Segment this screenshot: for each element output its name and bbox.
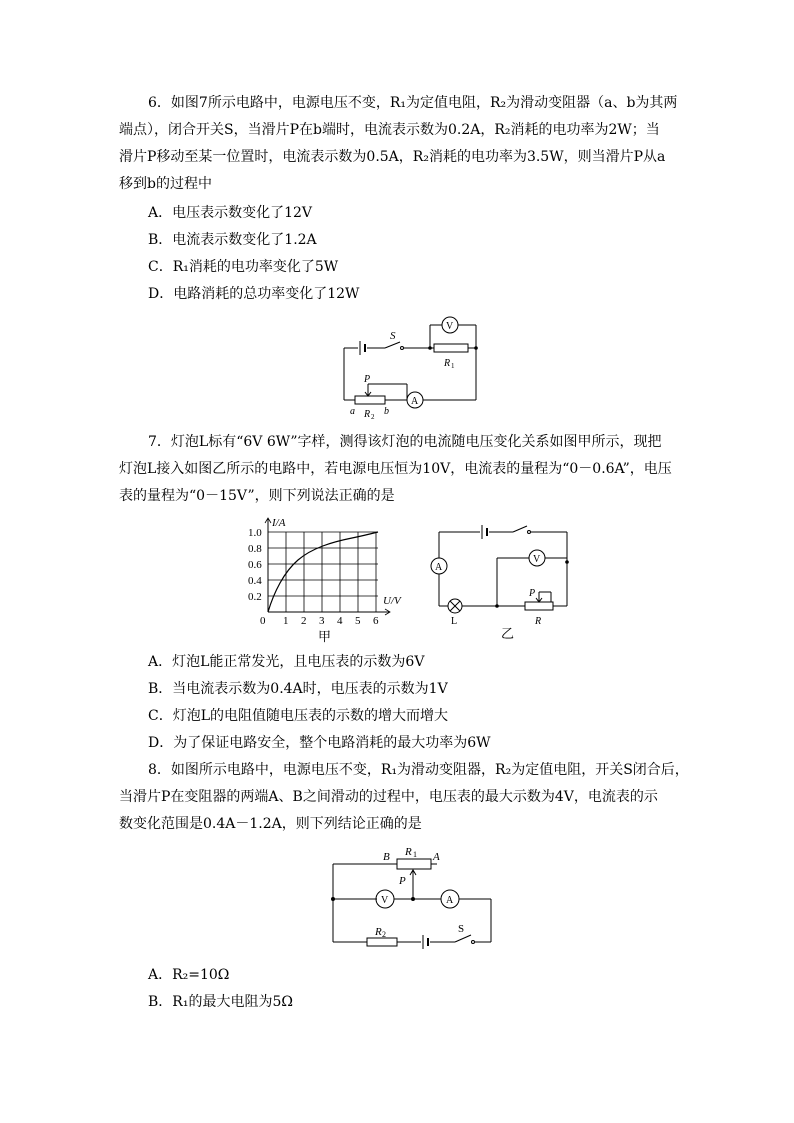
q7-graph-origin: 0 bbox=[260, 615, 266, 627]
q8-r2-label: R bbox=[375, 926, 382, 938]
q7-xtick: 2 bbox=[301, 615, 307, 627]
q7-option-b: B．当电流表示数为0.4A时，电压表的示数为1V bbox=[148, 681, 448, 697]
q7-graph-xlabel: U/V bbox=[383, 595, 401, 607]
q6-r2-label: R bbox=[364, 409, 371, 420]
q8-switch-label: S bbox=[458, 923, 465, 935]
q6-end-a-label: a bbox=[350, 406, 355, 417]
q8-r2-sub: 2 bbox=[382, 930, 386, 939]
q7-xtick: 4 bbox=[337, 615, 343, 627]
q7-ytick: 0.2 bbox=[248, 591, 262, 603]
q7-option-a: A．灯泡L能正常发光，且电压表的示数为6V bbox=[148, 654, 425, 670]
q6-r1-sub: 1 bbox=[451, 362, 455, 370]
q8-r1-label: R bbox=[405, 846, 412, 858]
q6-circuit-diagram bbox=[330, 310, 490, 420]
q6-option-d: D．电路消耗的总功率变化了12W bbox=[148, 286, 360, 302]
q7-voltmeter-label: V bbox=[533, 554, 541, 565]
q8-circuit-diagram bbox=[325, 842, 500, 952]
q6-option-a: A．电压表示数变化了12V bbox=[148, 205, 313, 221]
q7-ytick: 1.0 bbox=[248, 527, 262, 539]
q8-slider-p-label: P bbox=[399, 875, 406, 887]
q7-circuit-caption: 乙 bbox=[501, 626, 515, 641]
q6-r1-label: R bbox=[444, 358, 451, 369]
q7-ytick: 0.8 bbox=[248, 543, 262, 555]
q7-line-1: 7．灯泡L标有“6V 6W”字样，测得该灯泡的电流随电压变化关系如图甲所示，现把 bbox=[148, 434, 662, 450]
q6-slider-p-label: P bbox=[364, 374, 371, 385]
q6-line-1: 6．如图7所示电路中，电源电压不变，R₁为定值电阻，R₂为滑动变阻器（a、b为其两 bbox=[148, 95, 678, 111]
q6-ammeter-label: A bbox=[411, 396, 419, 407]
q6-line-4: 移到b的过程中 bbox=[119, 176, 212, 192]
q7-line-3: 表的量程为“0－15V”，则下列说法正确的是 bbox=[119, 488, 395, 504]
q6-r2-sub: 2 bbox=[371, 413, 375, 420]
q8-r1-sub: 1 bbox=[413, 850, 417, 859]
q7-line-2: 灯泡L接入如图乙所示的电路中，若电源电压恒为10V，电流表的量程为“0－0.6A”，电压 bbox=[119, 461, 672, 477]
q8-line-2: 当滑片P在变阻器的两端A、B之间滑动的过程中，电压表的最大示数为4V，电流表的示 bbox=[119, 789, 658, 805]
q7-option-c: C．灯泡L的电阻值随电压表的示数的增大而增大 bbox=[148, 708, 449, 724]
q7-xtick: 3 bbox=[319, 615, 325, 627]
q7-lamp-label: L bbox=[451, 616, 458, 627]
q7-ytick: 0.6 bbox=[248, 559, 262, 571]
q8-line-1: 8．如图所示电路中，电源电压不变，R₁为滑动变阻器，R₂为定值电阻，开关S闭合后， bbox=[148, 762, 689, 778]
q6-line-2: 端点），闭合开关S，当滑片P在b端时，电流表示数为0.2A，R₂消耗的电功率为2W；当 bbox=[119, 122, 660, 138]
q8-option-b: B．R₁的最大电阻为5Ω bbox=[148, 994, 293, 1010]
q8-line-3: 数变化范围是0.4A－1.2A，则下列结论正确的是 bbox=[119, 816, 422, 832]
q7-iu-graph bbox=[240, 512, 410, 647]
q8-end-b-label: B bbox=[383, 851, 390, 863]
q6-option-c: C．R₁消耗的电功率变化了5W bbox=[148, 259, 339, 275]
q8-ammeter-label: A bbox=[446, 895, 454, 906]
q7-xtick: 5 bbox=[355, 615, 361, 627]
q7-ammeter-label: A bbox=[435, 562, 443, 573]
q6-switch-label: S bbox=[390, 330, 396, 342]
q7-graph-caption: 甲 bbox=[318, 629, 332, 644]
q7-circuit-diagram bbox=[425, 518, 585, 648]
q6-voltmeter-label: V bbox=[446, 321, 454, 332]
q6-line-3: 滑片P移动至某一位置时，电流表示数为0.5A，R₂消耗的电功率为3.5W，则当滑片P从a bbox=[119, 149, 666, 165]
q7-option-d: D．为了保证电路安全，整个电路消耗的最大功率为6W bbox=[148, 735, 491, 751]
q7-rheostat-label: R bbox=[535, 616, 542, 627]
q7-slider-p-label: P bbox=[529, 588, 536, 599]
q8-voltmeter-label: V bbox=[381, 895, 389, 906]
q7-xtick: 6 bbox=[373, 615, 379, 627]
q6-end-b-label: b bbox=[384, 406, 389, 417]
q8-end-a-label: A bbox=[433, 851, 440, 863]
q7-ytick: 0.4 bbox=[248, 575, 262, 587]
q6-option-b: B．电流表示数变化了1.2A bbox=[148, 232, 317, 248]
q7-graph-ylabel: I/A bbox=[272, 517, 286, 529]
q8-option-a: A．R₂=10Ω bbox=[148, 967, 230, 983]
q7-xtick: 1 bbox=[283, 615, 289, 627]
